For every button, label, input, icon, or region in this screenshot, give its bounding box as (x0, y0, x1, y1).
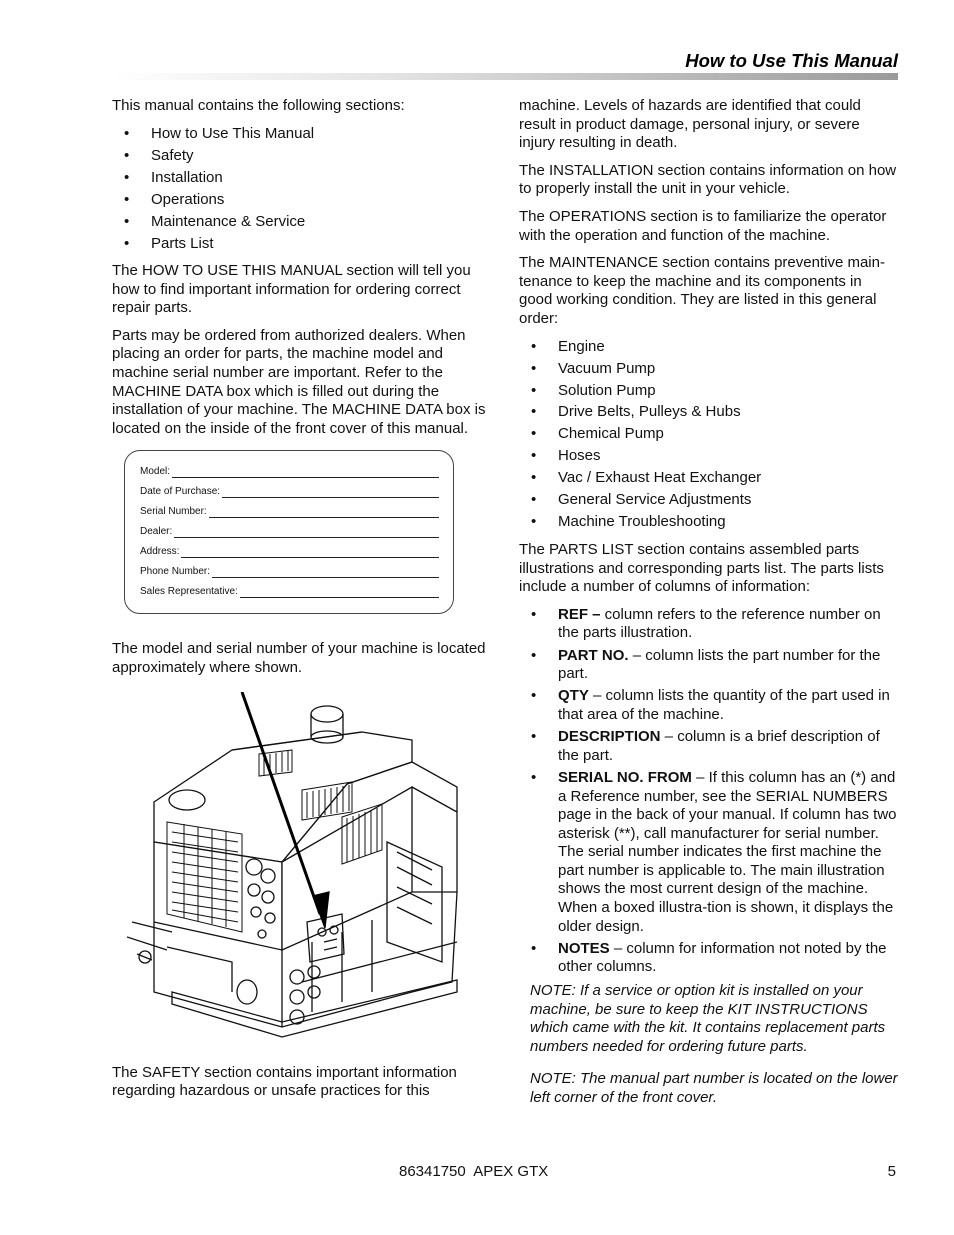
list-item: • QTY – column lists the quantity of the part used in that area of the machine. (519, 687, 899, 724)
kit-note: NOTE: If a service or option kit is installed on your machine, be sure to keep the KIT INSTRUCTIONS which came with the kit. It contains replacement parts numbers needed for ordering future parts. (530, 982, 886, 1055)
parts-list-paragraph: The PARTS LIST section contains assembled parts illustrations and corresponding parts list. The parts lists include a number of columns of information: (519, 541, 884, 596)
intro-paragraph: This manual contains the following sections: (112, 97, 405, 114)
operations-paragraph: The OPERATIONS section is to familiarize the operator with the operation and function of the machine. (519, 207, 887, 244)
list-item: • Installation (112, 169, 490, 188)
list-item: • NOTES – column for information not noted by the other columns. (519, 940, 899, 977)
dealer-field: Dealer: (140, 521, 439, 541)
maintenance-list (519, 338, 899, 532)
list-item: • How to Use This Manual (112, 125, 490, 144)
list-item: • Drive Belts, Pulleys & Hubs (519, 403, 899, 422)
serial-number-field: Serial Number: (140, 501, 439, 521)
list-item: • Operations (112, 191, 490, 210)
left-column (112, 97, 490, 1110)
parts-order-paragraph: Parts may be ordered from authorized dealers. When placing an order for parts, the machine model and machine serial number are important. Refer to the MACHINE DATA box which is filled out during the installation of your machine. The MACHINE DATA box is located on the inside of the front cover of this manual. (112, 326, 486, 437)
list-item: • Engine (519, 338, 899, 357)
installation-paragraph: The INSTALLATION section contains information on how to properly install the unit in your vehicle. (519, 161, 897, 198)
date-of-purchase-field: Date of Purchase: (140, 481, 439, 501)
machine-line-drawing (112, 692, 490, 1052)
safety-continued-paragraph: machine. Levels of hazards are identified that could result in product damage, personal injury, or severe injury resulting in death. (519, 97, 861, 152)
maintenance-paragraph: The MAINTENANCE section contains preventive main-tenance to keep the machine and its components in good working condition. They are listed in this general order: (519, 254, 885, 327)
list-item: • PART NO. – column lists the part number for the part. (519, 647, 899, 684)
machine-data-box (124, 450, 454, 614)
machine-illustration (112, 692, 490, 1052)
model-field: Model: (140, 461, 439, 481)
right-column (519, 97, 899, 1117)
list-item: • Chemical Pump (519, 425, 899, 444)
list-item: • SERIAL NO. FROM – If this column has an (*) and a Reference number, see the SERIAL NUMBERS page in the back of your manual. If column has two asterisk (**), call manufacturer for serial number. The serial number indicates the first machine the part number is applicable to. The main illustration shows the most current design of the machine. When a boxed illustra-tion is shown, it displays the older design. (519, 769, 899, 936)
page-number: 5 (887, 1163, 896, 1180)
part-number-note: NOTE: The manual part number is located on the lower left corner of the front cover. (530, 1070, 898, 1106)
howto-paragraph: The HOW TO USE THIS MANUAL section will tell you how to find important information for ordering correct repair parts. (112, 262, 471, 317)
list-item: • Vac / Exhaust Heat Exchanger (519, 469, 899, 488)
list-item: • DESCRIPTION – column is a brief description of the part. (519, 728, 899, 765)
phone-number-field: Phone Number: (140, 561, 439, 581)
list-item: • Maintenance & Service (112, 213, 490, 232)
footer-doc-id: 86341750 APEX GTX (399, 1163, 549, 1180)
columns-list (519, 606, 899, 977)
header-gradient-rule (112, 73, 898, 80)
sections-list (112, 125, 490, 254)
location-paragraph: The model and serial number of your machine is located approximately where shown. (112, 640, 486, 677)
list-item: • Safety (112, 147, 490, 166)
page-header-title: How to Use This Manual (685, 50, 898, 71)
list-item: • General Service Adjustments (519, 491, 899, 510)
list-item: • Machine Troubleshooting (519, 513, 899, 532)
safety-paragraph: The SAFETY section contains important information regarding hazardous or unsafe practices for this (112, 1063, 457, 1100)
sales-representative-field: Sales Representative: (140, 581, 439, 601)
list-item: • Hoses (519, 447, 899, 466)
list-item: • Vacuum Pump (519, 360, 899, 379)
list-item: • REF – column refers to the reference number on the parts illustration. (519, 606, 899, 643)
list-item: • Solution Pump (519, 382, 899, 401)
list-item: • Parts List (112, 235, 490, 254)
address-field: Address: (140, 541, 439, 561)
